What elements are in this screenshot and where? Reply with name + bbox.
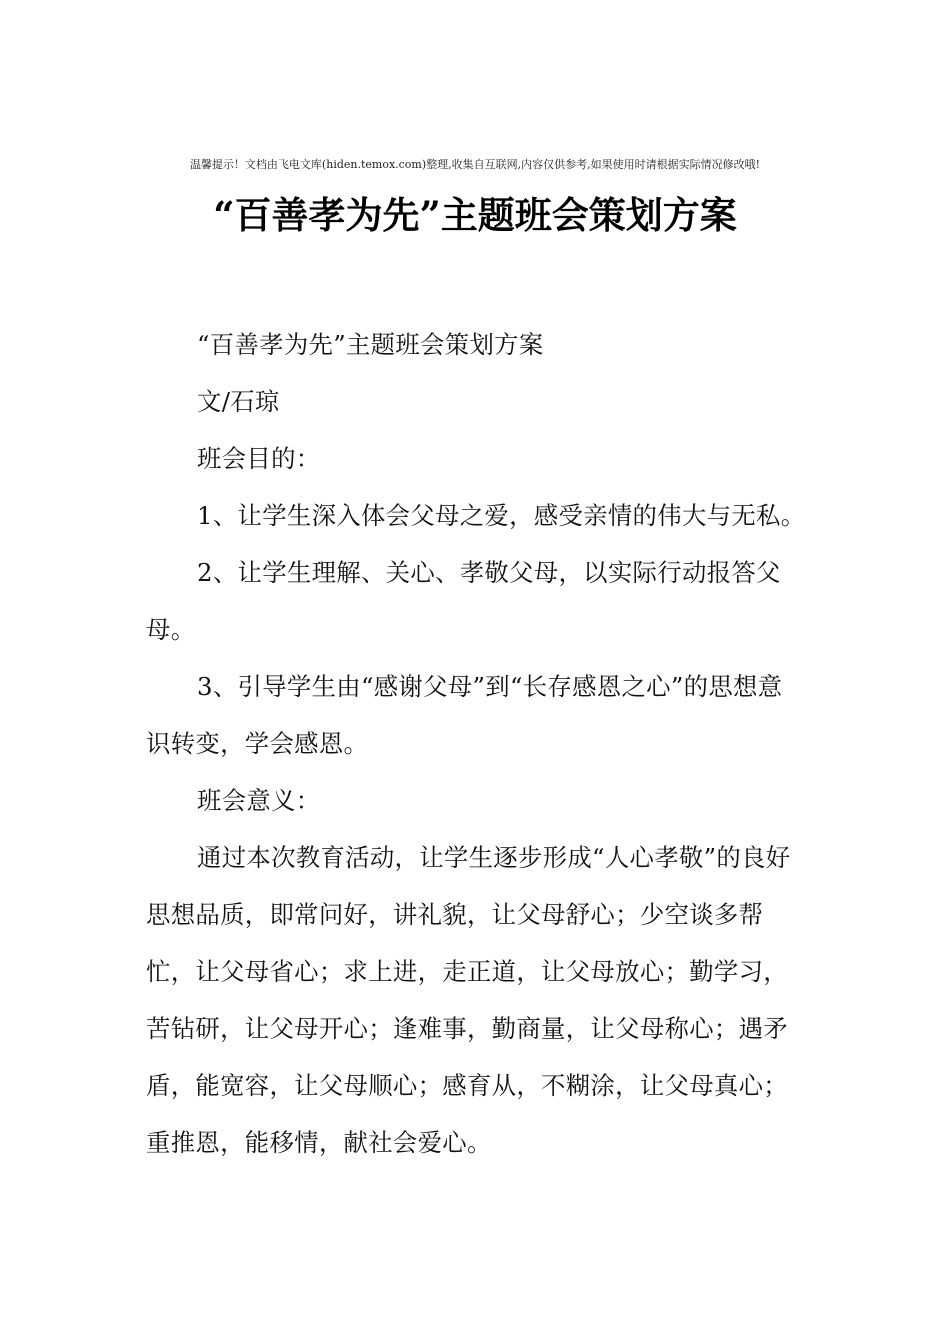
section-heading-meaning: 班会意义：	[197, 786, 321, 815]
purpose-item-1: 1、让学生深入体会父母之爱，感受亲情的伟大与无私。	[197, 501, 806, 530]
document-notice: 温馨提示！文档由飞电文库(hiden.temox.com)整理,收集自互联网,内容仅供参考,如果使用时请根据实际情况修改哦!	[189, 158, 761, 171]
purpose-item-2: 2、让学生理解、关心、孝敬父母，以实际行动报答父母。	[146, 558, 781, 644]
section-heading-purpose: 班会目的：	[197, 444, 321, 473]
document-body	[146, 316, 806, 1171]
subtitle-paragraph: “百善孝为先”主题班会策划方案	[197, 330, 544, 359]
document-title: “百善孝为先”主题班会策划方案	[213, 193, 737, 237]
meaning-paragraph: 通过本次教育活动，让学生逐步形成“人心孝敬”的良好思想品质，即常问好，讲礼貌，让父母舒心；少空谈多帮忙，让父母省心；求上进，走正道，让父母放心；勤学习，苦钻研，让父母开心；逢难事，勤商量，让父母称心；遇矛盾，能宽容，让父母顺心；感育从，不糊涂，让父母真心；重推恩，能移情，献社会爱心。	[146, 843, 791, 1157]
purpose-item-3: 3、引导学生由“感谢父母”到“长存感恩之心”的思想意识转变，学会感恩。	[146, 672, 783, 758]
author-paragraph: 文/石琼	[197, 387, 280, 416]
